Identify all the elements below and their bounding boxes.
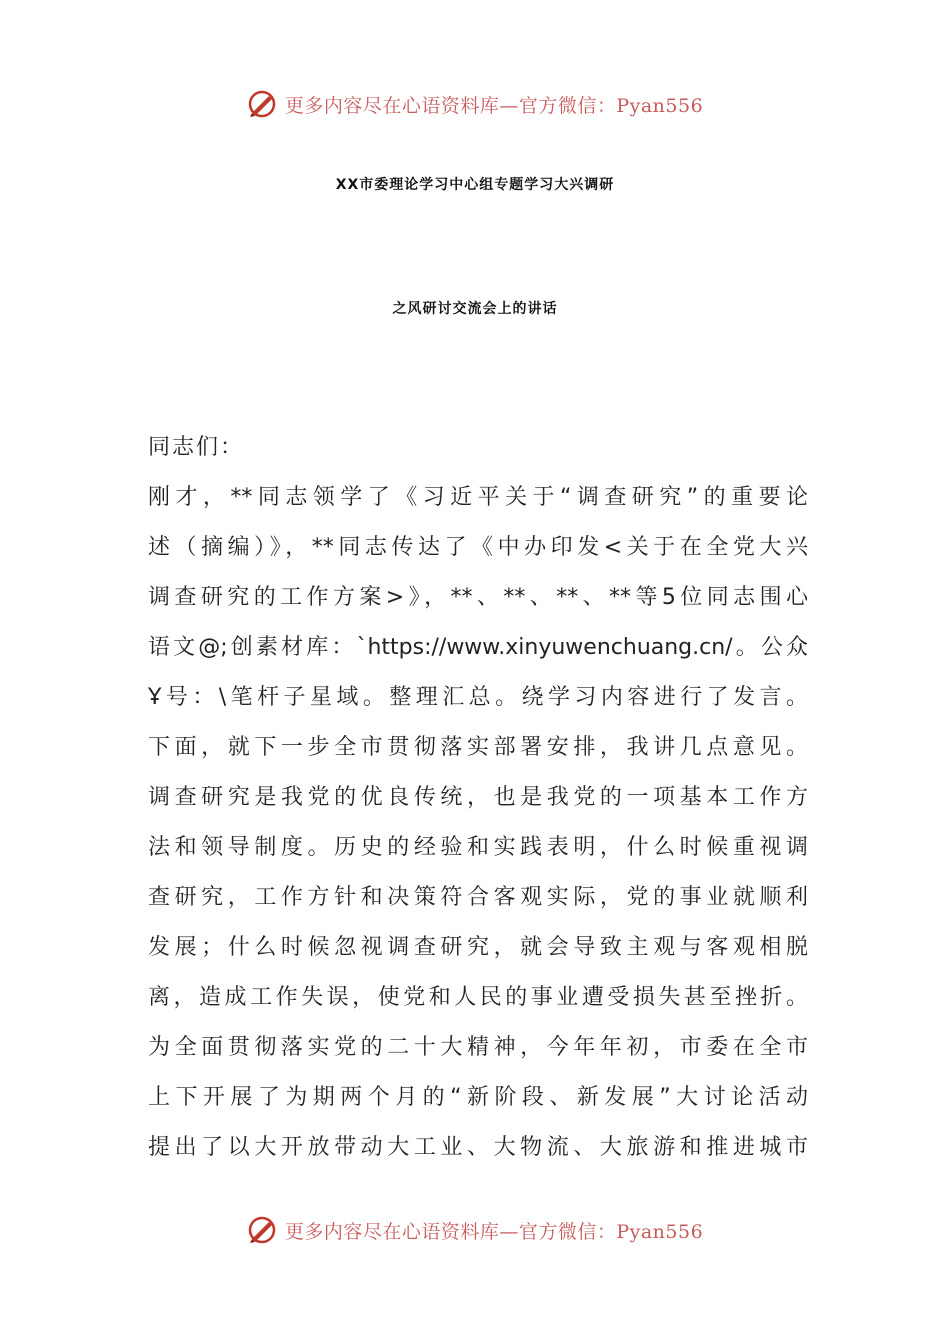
body-line: 调查研究是我党的优良传统，也是我党的一项基本工作方 [148, 785, 808, 810]
body-line: Ұ号：\笔杆子星域。整理汇总。绕学习内容进行了发言。 [148, 685, 808, 710]
body-line: 为全面贯彻落实党的二十大精神，今年年初，市委在全市 [148, 1035, 808, 1060]
body-line: 述（摘编）》，**同志传达了《中办印发<关于在全党大兴 [148, 535, 808, 560]
body-line: 发展；什么时候忽视调查研究，就会导致主观与客观相脱 [148, 935, 808, 960]
pen-logo-icon [247, 89, 277, 119]
body-line: 调查研究的工作方案>》，**、**、**、**等5位同志围心 [148, 585, 808, 610]
body-text [148, 428, 808, 1178]
body-line: 下面，就下一步全市贯彻落实部署安排，我讲几点意见。 [148, 735, 808, 760]
document-title-line-1: XX市委理论学习中心组专题学习大兴调研 [335, 177, 615, 193]
body-line: 离，造成工作失误，使党和人民的事业遭受损失甚至挫折。 [148, 985, 808, 1010]
body-line: 法和领导制度。历史的经验和实践表明，什么时候重视调 [148, 835, 808, 860]
body-line: 查研究，工作方针和决策符合客观实际，党的事业就顺利 [148, 885, 808, 910]
footer-watermark [0, 1210, 950, 1250]
watermark-text: 更多内容尽在心语资料库—官方微信：Pyan556 [284, 1220, 704, 1243]
body-line: 上下开展了为期两个月的“新阶段、新发展”大讨论活动 [148, 1085, 808, 1110]
watermark-text: 更多内容尽在心语资料库—官方微信：Pyan556 [284, 94, 704, 117]
document-title-line-2: 之风研讨交流会上的讲话 [392, 301, 558, 317]
pen-logo-icon [247, 1215, 277, 1245]
body-line: 提出了以大开放带动大工业、大物流、大旅游和推进城市 [148, 1135, 808, 1160]
salutation-line: 同志们： [148, 435, 245, 460]
body-line: 语文@;创素材库：`https://www.xinyuwenchuang.cn/。公众 [148, 635, 808, 660]
body-line: 刚才，**同志领学了《习近平关于“调查研究”的重要论 [148, 485, 808, 510]
header-watermark [0, 84, 950, 124]
